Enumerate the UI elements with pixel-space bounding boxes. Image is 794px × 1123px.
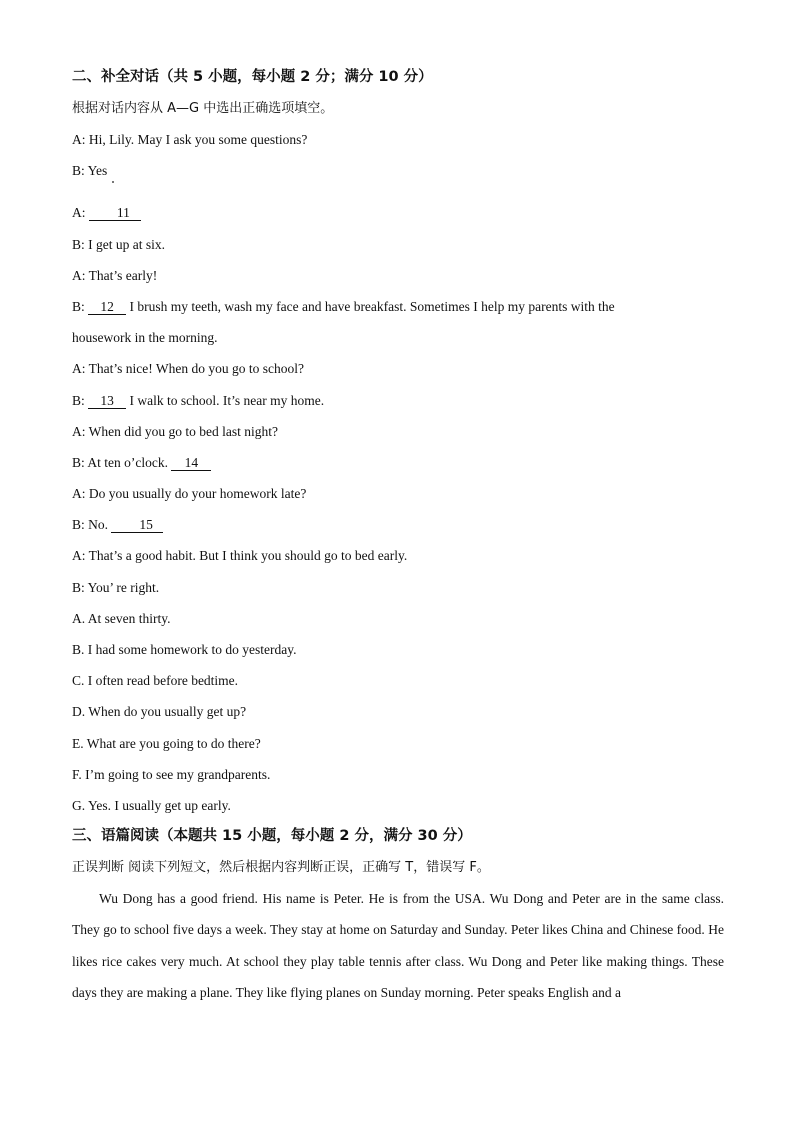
option-c: C. I often read before bedtime. bbox=[72, 673, 239, 689]
dialogue-text: B: No. bbox=[72, 517, 112, 533]
dialogue-line-11: A: Do you usually do your homework late? bbox=[72, 486, 307, 502]
blank-13[interactable]: 13 bbox=[88, 393, 126, 409]
dialogue-line-1: A: Hi, Lily. May I ask you some questions? bbox=[72, 132, 308, 147]
option-a: A. At seven thirty. bbox=[72, 610, 171, 626]
reading-passage: Wu Dong has a good friend. His name is Peter. He is from the USA. Wu Dong and Peter are in the same class. They go to school five days a week. They stay at home on Saturday and Sunday. Peter likes China and Chinese food. He likes rice cakes very much. At school they play table tennis after class. Wu Dong and Peter like making things. These days they are making a plane. They like flying planes on Sunday morning. Peter speaks English and a bbox=[72, 891, 724, 1000]
dialogue-line-9: A: When did you go to bed last night? bbox=[72, 423, 278, 439]
option-d: D. When do you usually get up? bbox=[72, 704, 247, 720]
dialogue-text: I walk to school. It’s near my home. bbox=[126, 392, 325, 408]
blank-12[interactable]: 12 bbox=[88, 299, 126, 315]
dialogue-text: I brush my teeth, wash my face and have breakfast. Sometimes I help my parents with the bbox=[126, 298, 615, 314]
blank-15[interactable]: 15 bbox=[111, 517, 163, 533]
speaker-prefix: B: bbox=[72, 298, 89, 314]
dialogue-line-4: B: I get up at six. bbox=[72, 236, 165, 252]
option-e: E. What are you going to do there? bbox=[72, 735, 261, 751]
dialogue-line-2: B: Yes bbox=[72, 163, 108, 179]
speaker-prefix: A: bbox=[72, 205, 89, 221]
dialogue-line-10 bbox=[72, 447, 724, 478]
dialogue-line-3 bbox=[72, 197, 724, 228]
blank-14[interactable]: 14 bbox=[171, 455, 211, 471]
section-3-instruction: 正误判断 阅读下列短文，然后根据内容判断正误，正确写 T，错误写 F。 bbox=[72, 860, 490, 876]
exam-page bbox=[72, 62, 724, 1008]
dialogue-text: B: At ten o’clock. bbox=[72, 454, 172, 470]
dialogue-line-8 bbox=[72, 385, 724, 416]
blank-11[interactable]: 11 bbox=[89, 205, 141, 221]
dialogue-line-14: B: You’ re right. bbox=[72, 579, 160, 595]
dialogue-line-13: A: That’s a good habit. But I think you should go to bed early. bbox=[72, 548, 408, 564]
section-2-instruction: 根据对话内容从 A—G 中选出正确选项填空。 bbox=[72, 101, 334, 116]
option-g: G. Yes. I usually get up early. bbox=[72, 797, 231, 813]
dialogue-line-7: A: That’s nice! When do you go to school? bbox=[72, 361, 304, 377]
section-3-heading: 三、语篇阅读（本题共 15 小题，每小题 2 分，满分 30 分） bbox=[72, 828, 472, 845]
dialogue-line-6 bbox=[72, 291, 724, 322]
option-f: F. I’m going to see my grandparents. bbox=[72, 766, 271, 782]
dialogue-line-6-cont: housework in the morning. bbox=[72, 330, 218, 346]
speaker-prefix: B: bbox=[72, 392, 89, 408]
dialogue-line-12 bbox=[72, 509, 724, 540]
dialogue-line-5: A: That’s early! bbox=[72, 267, 158, 283]
section-2-heading: 二、补全对话（共 5 小题，每小题 2 分；满分 10 分） bbox=[72, 69, 433, 85]
option-b: B. I had some homework to do yesterday. bbox=[72, 642, 297, 657]
